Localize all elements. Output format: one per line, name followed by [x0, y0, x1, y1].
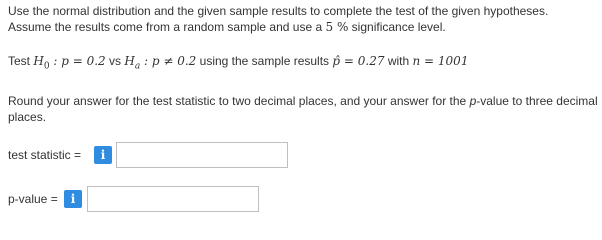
using-text: using the sample results	[196, 54, 333, 68]
test-statistic-row	[8, 142, 288, 168]
info-icon[interactable]: i	[64, 190, 82, 208]
rounding-text-pre: Round your answer for the test statistic to two decimal places, and your answer for the	[8, 94, 470, 108]
instructions-line1: Use the normal distribution and the given sample results to complete the test of the given hypotheses.	[8, 4, 549, 18]
sample-proportion-symbol: p̂	[332, 54, 341, 68]
sample-size: n = 1001	[412, 54, 469, 68]
rounding-p-letter: p	[469, 94, 477, 108]
sample-proportion-value: = 0.27	[340, 54, 385, 68]
instructions-line2-post: significance level.	[348, 20, 446, 34]
p-value-row	[8, 186, 259, 212]
significance-value: 5	[325, 20, 334, 34]
alt-hypothesis-expression: : p ≠ 0.2	[140, 54, 197, 68]
null-hypothesis-subscript: 0	[43, 61, 50, 72]
test-lead: Test	[8, 54, 34, 68]
hypotheses-statement	[8, 54, 468, 71]
vs-text: vs	[105, 54, 125, 68]
alt-hypothesis-subscript: a	[134, 61, 141, 72]
with-text: with	[384, 54, 413, 68]
info-icon[interactable]: i	[94, 146, 112, 164]
rounding-instructions	[8, 93, 598, 125]
rounding-text-post: -value to three decimal places.	[8, 94, 598, 124]
test-statistic-label: test statistic =	[8, 148, 82, 162]
alt-hypothesis-symbol: H	[124, 54, 135, 68]
problem-page	[8, 0, 598, 229]
p-value-input[interactable]	[87, 186, 259, 212]
significance-unit: %	[333, 20, 349, 34]
instructions-line2	[8, 19, 548, 35]
test-statistic-input[interactable]	[116, 142, 288, 168]
instructions-line2-pre: Assume the results come from a random sample and use a	[8, 20, 326, 34]
instructions	[8, 3, 548, 35]
p-value-label: p-value =	[8, 192, 58, 206]
null-hypothesis-symbol: H	[33, 54, 44, 68]
null-hypothesis-expression: : p = 0.2	[49, 54, 106, 68]
